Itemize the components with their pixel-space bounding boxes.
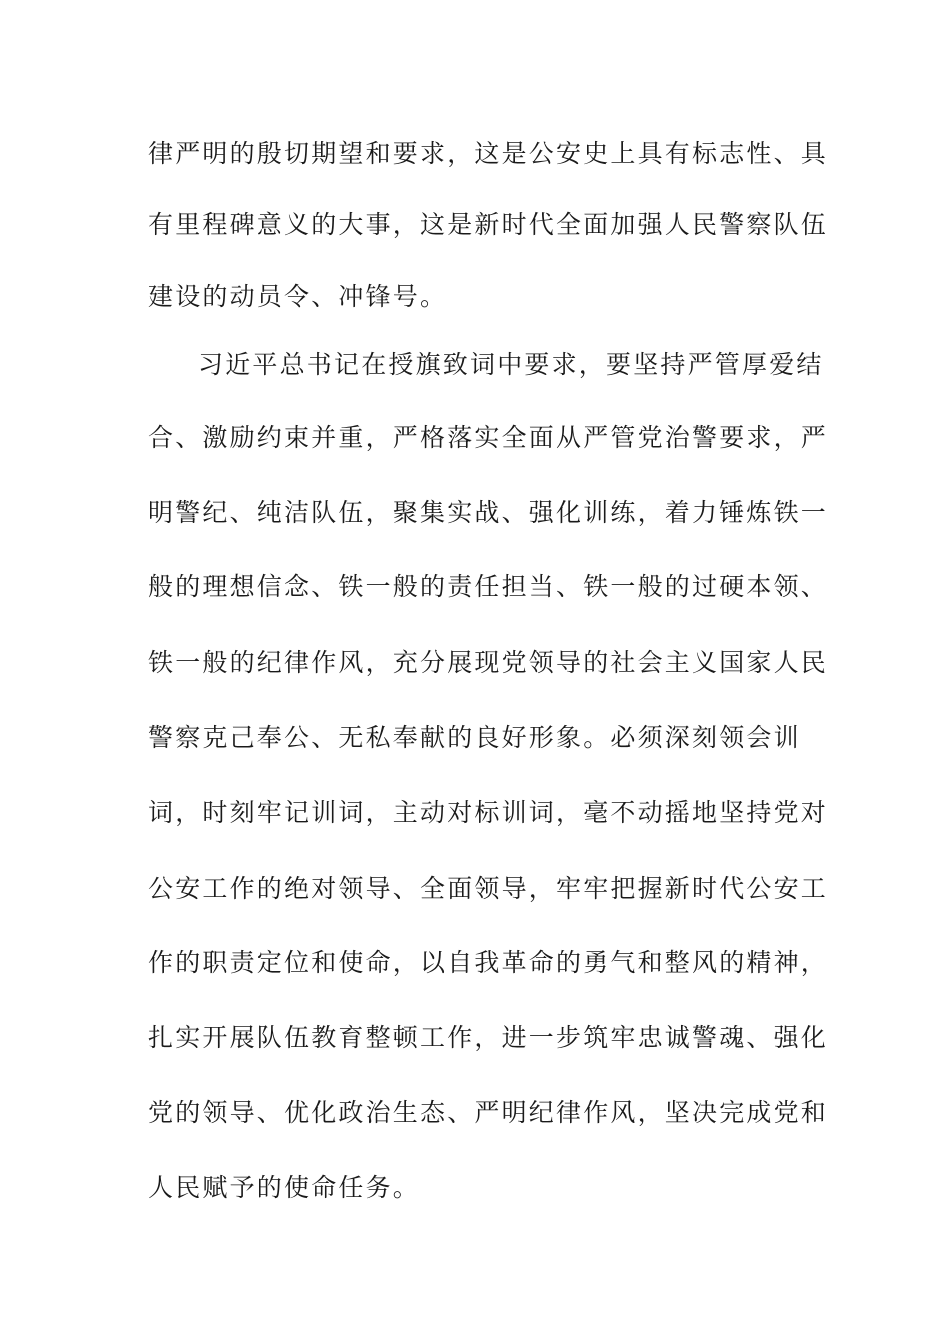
paragraph-2-line-2: 合、激励约束并重，严格落实全面从严管党治警要求，严 <box>148 423 829 452</box>
paragraph-2-line-5: 铁一般的纪律作风，充分展现党领导的社会主义国家人民 <box>148 648 829 677</box>
paragraph-2-line-7: 词，时刻牢记训词，主动对标训词，毫不动摇地坚持党对 <box>148 798 829 827</box>
paragraph-2-line-9: 作的职责定位和使命，以自我革命的勇气和整风的精神， <box>148 948 829 977</box>
paragraph-2-line-8: 公安工作的绝对领导、全面领导，牢牢把握新时代公安工 <box>148 874 829 903</box>
paragraph-1-line-1: 律严明的殷切期望和要求，这是公安史上具有标志性、具 <box>148 139 829 168</box>
paragraph-2-line-6: 警察克己奉公、无私奉献的良好形象。必须深刻领会训 <box>148 723 801 752</box>
paragraph-2-line-11: 党的领导、优化政治生态、严明纪律作风，坚决完成党和 <box>148 1098 829 1127</box>
paragraph-2-line-1: 习近平总书记在授旗致词中要求，要坚持严管厚爱结 <box>198 350 824 379</box>
paragraph-1-line-3: 建设的动员令、冲锋号。 <box>148 282 448 311</box>
paragraph-1-line-2: 有里程碑意义的大事，这是新时代全面加强人民警察队伍 <box>148 210 829 239</box>
paragraph-2-line-3: 明警纪、纯洁队伍，聚集实战、强化训练，着力锤炼铁一 <box>148 498 829 527</box>
paragraph-2-line-10: 扎实开展队伍教育整顿工作，进一步筑牢忠诚警魂、强化 <box>148 1023 829 1052</box>
paragraph-2-line-4: 般的理想信念、铁一般的责任担当、铁一般的过硬本领、 <box>148 572 829 601</box>
paragraph-2-line-12: 人民赋予的使命任务。 <box>148 1173 421 1202</box>
